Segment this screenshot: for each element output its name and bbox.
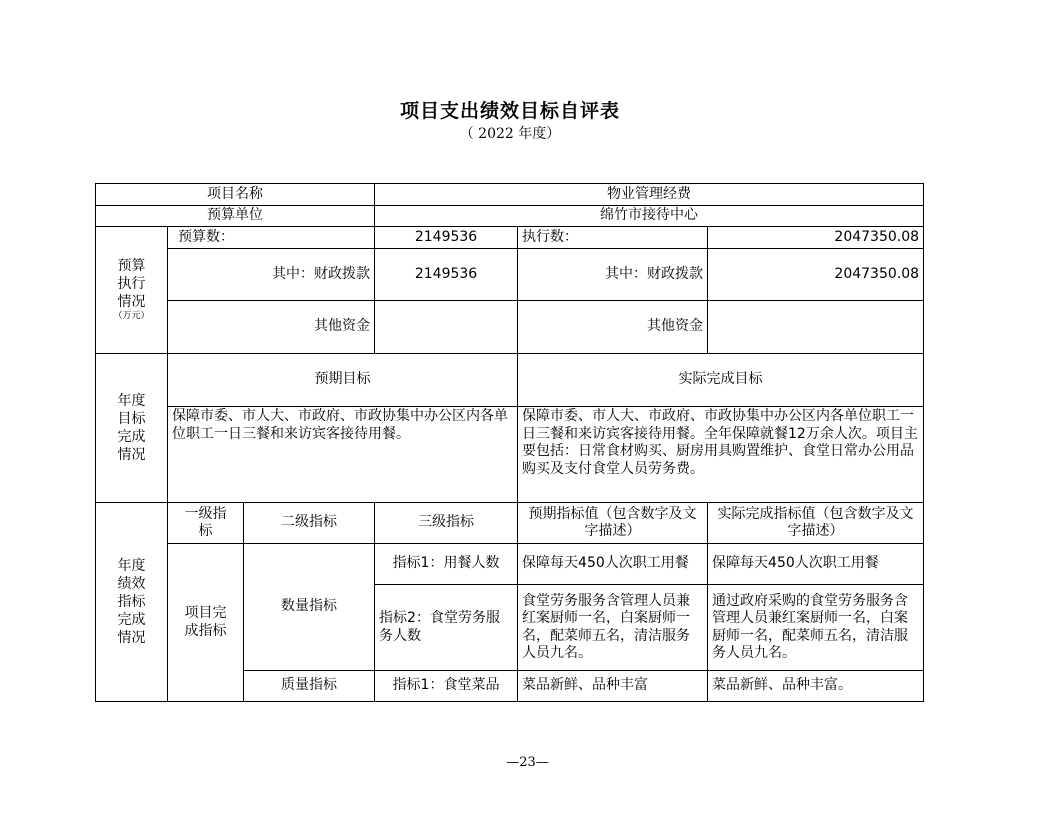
level3-indicator: 指标2：食堂劳务服务人数 — [375, 585, 518, 671]
other-budget-label: 其他资金 — [168, 301, 375, 354]
budget-section-label-line: 预算 — [117, 257, 146, 274]
exec-amount-value: 2047350.08 — [708, 227, 924, 249]
goals-section-label-line: 目标 — [117, 410, 146, 427]
other-funds-row — [96, 301, 924, 354]
fiscal-row — [96, 249, 924, 301]
indicators-section-label-line: 绩效 — [117, 575, 146, 592]
level3-header: 三级指标 — [375, 503, 518, 544]
other-budget-value — [375, 301, 518, 354]
budget-amount-value: 2149536 — [375, 227, 518, 249]
goals-section-label-line: 情况 — [117, 447, 146, 464]
project-name-value: 物业管理经费 — [375, 184, 924, 206]
indicators-section-label — [96, 503, 168, 702]
budget-row — [96, 227, 924, 249]
expected-goal-text: 保障市委、市人大、市政府、市政协集中办公区内各单位职工一日三餐和来访宾客接待用餐。 — [168, 407, 518, 503]
project-name-label: 项目名称 — [96, 184, 375, 206]
expected-value-header: 预期指标值（包含数字及文字描述） — [518, 503, 708, 544]
budget-unit-row — [96, 206, 924, 227]
quantity-indicator-label: 数量指标 — [244, 544, 375, 671]
level1-header: 一级指标 — [168, 503, 244, 544]
expected-indicator-value: 菜品新鲜、品种丰富 — [518, 671, 708, 702]
other-exec-label: 其他资金 — [518, 301, 708, 354]
budget-unit-note: （万元） — [113, 311, 150, 322]
actual-goal-text: 保障市委、市人大、市政府、市政协集中办公区内各单位职工一日三餐和来访宾客接待用餐。全年保障就餐12万余人次。项目主要包括：日常食材购买、厨房用具购置维护、食堂日常办公用品购买及支付食堂人员劳务费。 — [518, 407, 924, 503]
fiscal-budget-label: 其中：财政拨款 — [168, 249, 375, 301]
document-subtitle: （ 2022 年度） — [459, 126, 561, 142]
expected-goal-header: 预期目标 — [168, 354, 518, 407]
budget-amount-label: 预算数： — [168, 227, 375, 249]
fiscal-budget-value: 2149536 — [375, 249, 518, 301]
exec-amount-label: 执行数： — [518, 227, 708, 249]
performance-table — [95, 183, 924, 702]
budget-unit-label: 预算单位 — [96, 206, 375, 227]
indicator-row — [96, 544, 924, 585]
goals-header-row — [96, 354, 924, 407]
other-exec-value — [708, 301, 924, 354]
expected-indicator-value: 保障每天450人次职工用餐 — [518, 544, 708, 585]
indicators-section-label-line: 情况 — [117, 630, 146, 647]
actual-indicator-value: 菜品新鲜、品种丰富。 — [708, 671, 924, 702]
project-name-row — [96, 184, 924, 206]
actual-goal-header: 实际完成目标 — [518, 354, 924, 407]
indicators-section-label-line: 指标 — [117, 593, 146, 610]
level3-indicator: 指标1：用餐人数 — [375, 544, 518, 585]
budget-section-label — [96, 227, 168, 354]
budget-section-label-line: 情况 — [117, 294, 146, 311]
goals-content-row — [96, 407, 924, 503]
level3-indicator: 指标1：食堂菜品 — [375, 671, 518, 702]
quality-indicator-label: 质量指标 — [244, 671, 375, 702]
actual-value-header: 实际完成指标值（包含数字及文字描述） — [708, 503, 924, 544]
page-number: —23— — [506, 755, 549, 770]
expected-indicator-value: 食堂劳务服务含管理人员兼红案厨师一名，白案厨师一名，配菜师五名，清洁服务人员九名。 — [518, 585, 708, 671]
indicators-section-label-line: 完成 — [117, 612, 146, 629]
goals-section-label — [96, 354, 168, 503]
goals-section-label-line: 年度 — [117, 392, 146, 409]
document-title: 项目支出绩效目标自评表 — [399, 100, 620, 122]
budget-section-label-line: 执行 — [117, 276, 146, 293]
indicators-section-label-line: 年度 — [117, 557, 146, 574]
fiscal-exec-value: 2047350.08 — [708, 249, 924, 301]
actual-indicator-value: 通过政府采购的食堂劳务服务含管理人员兼红案厨师一名，白案厨师一名，配菜师五名，清洁服务人员九名。 — [708, 585, 924, 671]
actual-indicator-value: 保障每天450人次职工用餐 — [708, 544, 924, 585]
level2-header: 二级指标 — [244, 503, 375, 544]
indicators-header-row — [96, 503, 924, 544]
fiscal-exec-label: 其中：财政拨款 — [518, 249, 708, 301]
budget-unit-value: 绵竹市接待中心 — [375, 206, 924, 227]
goals-section-label-line: 完成 — [117, 429, 146, 445]
level1-name: 项目完成指标 — [168, 544, 244, 702]
